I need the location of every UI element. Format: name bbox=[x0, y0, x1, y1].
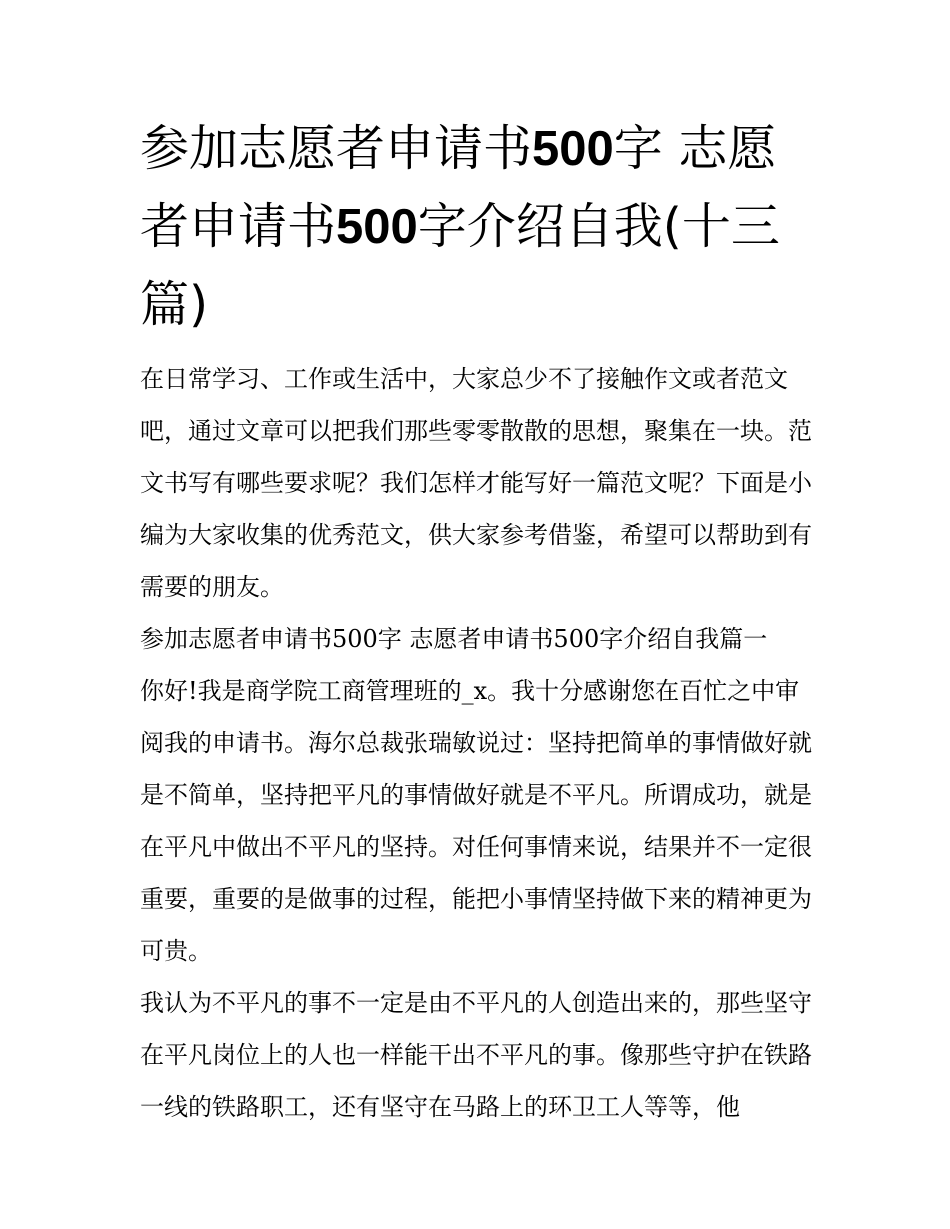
title-part: 字介绍自我(十三篇) bbox=[140, 198, 780, 333]
document-body bbox=[140, 353, 812, 1133]
title-number: 500 bbox=[336, 200, 418, 254]
intro-paragraph: 在日常学习、工作或生活中，大家总少不了接触作文或者范文吧，通过文章可以把我们那些零零散散的思想，聚集在一块。范文书写有哪些要求呢？我们怎样才能写好一篇范文呢？下面是小编为大家收集的优秀范文，供大家参考借鉴，希望可以帮助到有需要的朋友。 bbox=[140, 365, 812, 601]
title-number: 500 bbox=[532, 122, 614, 176]
section-heading: 参加志愿者申请书500字 志愿者申请书500字介绍自我篇一 bbox=[140, 625, 768, 653]
document-page bbox=[140, 110, 812, 1133]
title-part: 字 志愿者申请书 bbox=[140, 120, 777, 255]
document-title bbox=[140, 110, 812, 343]
body-paragraph: 你好!我是商学院工商管理班的_x。我十分感谢您在百忙之中审阅我的申请书。海尔总裁张瑞敏说过：坚持把简单的事情做好就是不简单，坚持把平凡的事情做好就是不平凡。所谓成功，就是在平凡中做出不平凡的坚持。对任何事情来说，结果并不一定很重要，重要的是做事的过程，能把小事情坚持做下来的精神更为可贵。 bbox=[140, 677, 812, 965]
title-part: 参加志愿者申请书 bbox=[140, 120, 533, 177]
body-paragraph: 我认为不平凡的事不一定是由不平凡的人创造出来的，那些坚守在平凡岗位上的人也一样能干出不平凡的事。像那些守护在铁路一线的铁路职工，还有坚守在马路上的环卫工人等等，他 bbox=[140, 989, 812, 1121]
